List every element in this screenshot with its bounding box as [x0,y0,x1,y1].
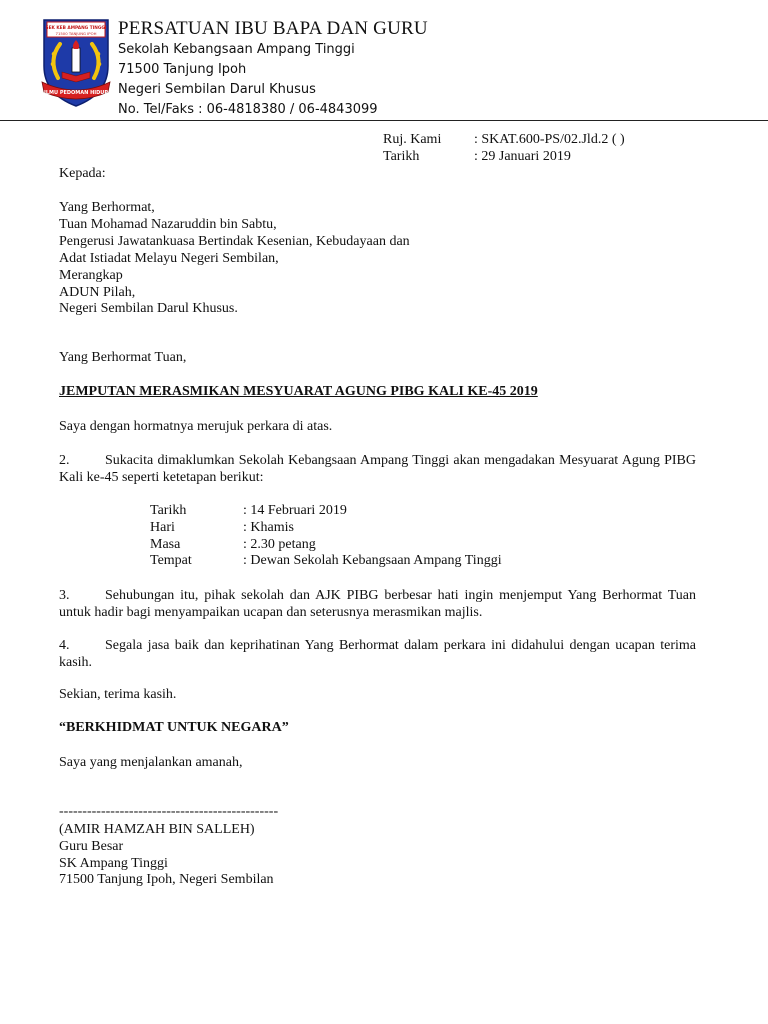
header-divider [0,120,768,121]
paragraph-number: 3. [59,588,70,603]
letterhead-postcode-city: 71500 Tanjung Ipoh [118,62,247,77]
signature-dash-line: ----------------------------------------------- [59,804,279,819]
paragraph-2 [59,452,696,486]
recipient-heading: Kepada: [59,166,106,181]
crest-motto-text: ILMU PEDOMAN HIDUP [44,90,108,96]
reference-date-value: : 29 Januari 2019 [474,149,571,164]
paragraph-3 [59,587,696,621]
salutation: Yang Berhormat Tuan, [59,350,187,365]
signatory-school: SK Ampang Tinggi [59,856,168,871]
letterhead-school-name: Sekolah Kebangsaan Ampang Tinggi [118,42,355,57]
crest-ribbon-text: SEK KEB AMPANG TINGGI [45,26,107,31]
schedule-label-venue: Tempat [150,553,192,568]
signatory-address: 71500 Tanjung Ipoh, Negeri Sembilan [59,872,274,887]
paragraph-1: Saya dengan hormatnya merujuk perkara di atas. [59,419,333,434]
recipient-line: Yang Berhormat, [59,200,155,215]
crest-laurel-leaf-shape [51,62,56,67]
reference-ruj-value: : SKAT.600-PS/02.Jld.2 ( ) [474,132,625,147]
schedule-value-time: : 2.30 petang [243,537,316,552]
paragraph-4 [59,637,696,671]
crest-laurel-leaf-shape [96,52,101,57]
schedule-value-date: : 14 Februari 2019 [243,503,347,518]
schedule-label-day: Hari [150,520,175,535]
recipient-line: Merangkap [59,268,123,283]
recipient-line: Adat Istiadat Melayu Negeri Sembilan, [59,251,279,266]
schedule-label-time: Masa [150,537,181,552]
letter-subject: JEMPUTAN MERASMIKAN MESYUARAT AGUNG PIBG KALI KE-45 2019 [59,384,538,399]
reference-date-label: Tarikh [383,149,420,164]
recipient-line: Negeri Sembilan Darul Khusus. [59,301,238,316]
closing-line: Sekian, terima kasih. [59,687,177,702]
slogan: “BERKHIDMAT UNTUK NEGARA” [59,720,289,735]
recipient-line: ADUN Pilah, [59,285,136,300]
crest-laurel-leaf-shape [97,62,102,67]
paragraph-2-text: Sukacita dimaklumkan Sekolah Kebangsaan Ampang Tinggi akan mengadakan Mesyuarat Agung PIBG Kali ke-45 seperti ketetapan berikut: [59,453,696,485]
paragraph-4-text: Segala jasa baik dan keprihatinan Yang Berhormat dalam perkara ini didahului dengan ucapan terima kasih. [59,638,696,670]
crest-ribbon-subtext: 71500 TANJUNG IPOH [55,31,97,36]
recipient-line: Pengerusi Jawatankuasa Bertindak Kesenian, Kebudayaan dan [59,234,410,249]
paragraph-number: 2. [59,453,70,468]
reference-ruj-label: Ruj. Kami [383,132,442,147]
crest-laurel-leaf-shape [52,52,57,57]
letterhead-phone: No. Tel/Faks : 06-4818380 / 06-4843099 [118,102,378,117]
crest-torch-shape [72,48,80,72]
signatory-name: (AMIR HAMZAH BIN SALLEH) [59,822,255,837]
schedule-label-date: Tarikh [150,503,187,518]
letterhead-organization: PERSATUAN IBU BAPA DAN GURU [118,18,428,39]
schedule-value-venue: : Dewan Sekolah Kebangsaan Ampang Tinggi [243,553,502,568]
paragraph-3-text: Sehubungan itu, pihak sekolah dan AJK PIBG berbesar hati ingin menjemput Yang Berhormat Tuan untuk hadir bagi menyampaikan ucapan dan seterusnya merasmikan majlis. [59,588,696,620]
paragraph-number: 4. [59,638,70,653]
school-crest-logo [38,14,114,110]
recipient-line: Tuan Mohamad Nazaruddin bin Sabtu, [59,217,277,232]
signoff-trust-line: Saya yang menjalankan amanah, [59,755,243,770]
letterhead-state: Negeri Sembilan Darul Khusus [118,82,316,97]
signatory-title: Guru Besar [59,839,124,854]
schedule-value-day: : Khamis [243,520,294,535]
